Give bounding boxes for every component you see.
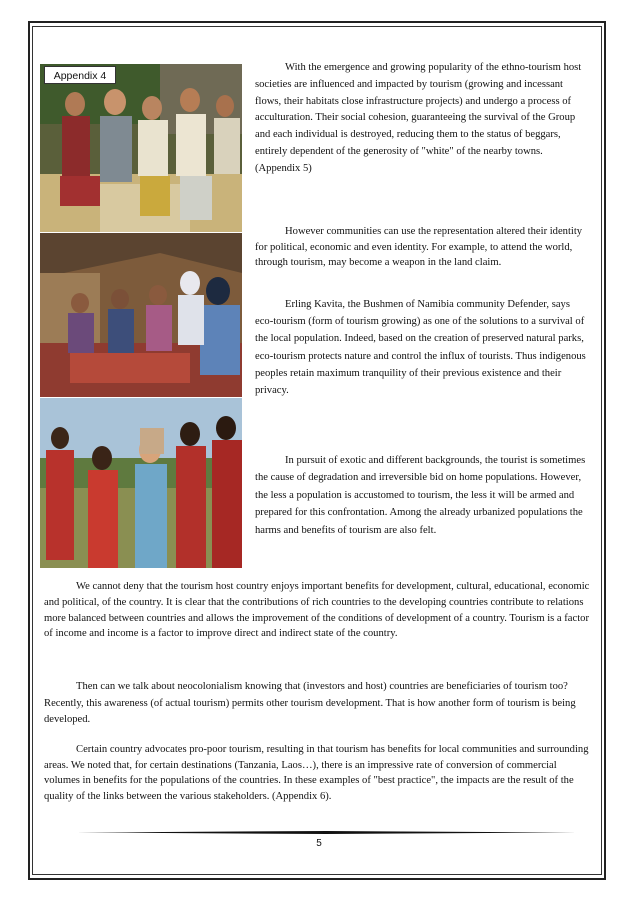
body-paragraph-benefits [44, 579, 592, 642]
column-paragraph-exotic [255, 452, 590, 539]
column-paragraph-eco-tourism [255, 296, 590, 399]
paragraph-text: However communities can use the representation altered their identity for political, economic and even identity. For example, to attend the world, through tourism, may become a weapon in the land claim. [255, 226, 583, 269]
photo-tuareg-tent [40, 233, 242, 397]
body-paragraph-neocolonialism [44, 679, 592, 729]
paragraph-text: Erling Kavita, the Bushmen of Namibia community Defender, says eco-tourism (form of tourism growing) as one of the solutions to a survival of the local population. Indeed, based on the creation of preserved natural parks, eco-tourism protects nature and control the influx of tourists. Thus indigenous peoples retain maximum tranquility of their previous existence and their privacy. [255, 299, 586, 397]
footer-divider [76, 831, 577, 834]
appendix-label: Appendix 4 [44, 66, 116, 84]
paragraph-text: Certain country advocates pro-poor tourism, resulting in that tourism has benefits for local communities and surrounding areas. We noted that, for certain destinations (Tanzania, Laos…), there is an impressive rate of conversion of commercial volumes in benefits for the populations of the countries. In these examples of "best practice", the impacts are the result of the quality of the links between the various stakeholders. (Appendix 6). [44, 744, 589, 802]
page-number: 5 [316, 838, 322, 849]
column-paragraph-identity [255, 224, 590, 271]
paragraph-text: In pursuit of exotic and different backgrounds, the tourist is sometimes the cause of degradation and irreversible bid on home populations. However, the less a population is accustomed to tourism, the less it will be armed and prepared for this confrontation. Among the already urbanized populations the harms and benefits of tourism are also felt. [255, 455, 586, 536]
body-paragraph-pro-poor [44, 742, 592, 804]
photo-ethno-tourism-women [40, 64, 242, 232]
photo-maasai-tourist [40, 398, 242, 568]
paragraph-text: Then can we talk about neocolonialism knowing that (investors and host) countries are beneficiaries of tourism too? Recently, this awareness (of actual tourism) permits other tourism development. That is how another form of tourism is being developed. [44, 681, 576, 726]
paragraph-text: With the emergence and growing popularity of the ethno-tourism host societies are influenced and impacted by tourism (growing and incessant flows, their habitats close infrastructure projects) and undergo a process of acculturation. Their social cohesion, guaranteeing the survival of the Group and each individual is destroyed, reducing them to the status of beggars, entirely dependent of the generosity of "white" of the nearby towns. (Appendix 5) [255, 62, 582, 174]
paragraph-text: We cannot deny that the tourism host country enjoys important benefits for development, cultural, educational, economic and political, of the country. It is clear that the contributions of rich countries to the developing countries contribute to relations more balanced between countries and allows the improvement of the conditions of development of a country. Tourism is a factor of income and income is a factor to improve direct and indirect state of the country. [44, 581, 590, 640]
column-paragraph-ethno-tourism [255, 60, 590, 178]
